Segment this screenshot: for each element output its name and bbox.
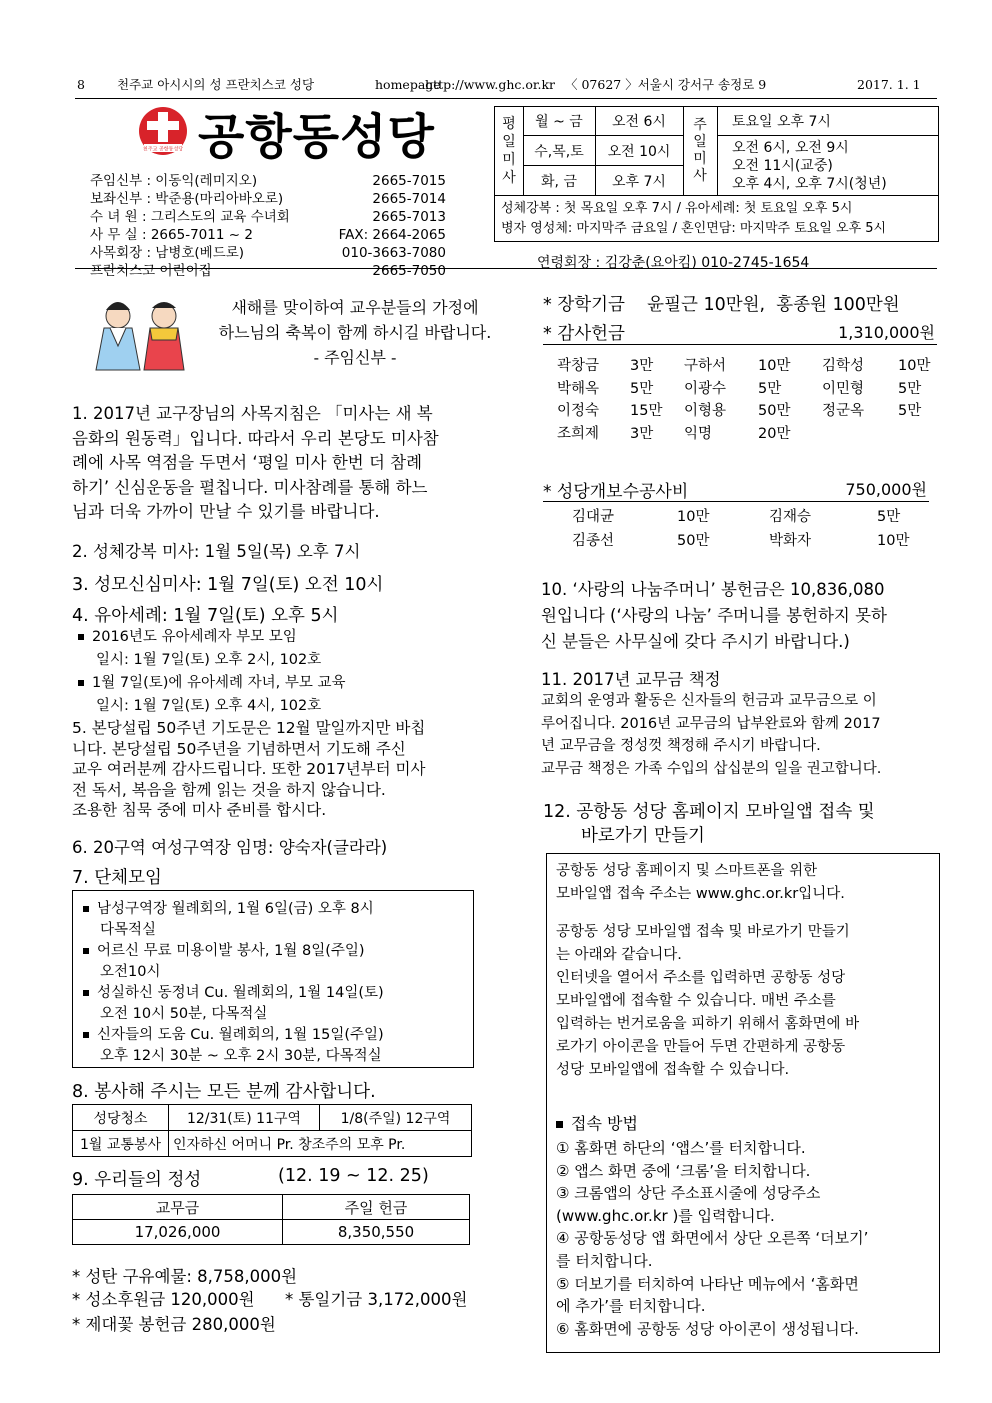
volunteer-table [72,1104,472,1157]
table-header: 주일 헌금 [283,1195,470,1220]
steps-title: 접속 방법 [556,1111,638,1134]
notice-line: 교우 여러분께 감사드립니다. 또한 2017년부터 미사 [72,760,426,778]
donor-amount: 5만 [898,403,922,419]
meeting-text: 오후 12시 30분 ~ 오후 2시 30분, 다목적실 [100,1048,382,1064]
step-line: ④ 공항동성당 앱 화면에서 상단 오른쪽 ‘더보기’ [556,1229,869,1248]
sub-text: 일시: 1월 7일(토) 오후 2시, 102호 [96,652,322,668]
donor-name: 익명 [684,425,713,442]
sub-text: 1월 7일(토)에 유아세례 자녀, 부모 교육 [92,675,346,691]
vocation-offering: * 성소후원금 120,000원 [72,1290,255,1309]
repair-total: 750,000원 [845,480,927,499]
sunday-time: 오전 11시(교중) [732,158,833,174]
staff-row [90,190,450,208]
staff-label: 사목회장 : 남병호(베드로) [90,245,245,261]
table-cell: 17,026,000 [73,1220,283,1245]
donor-name: 조희제 [557,425,600,442]
staff-label: 보좌신부 : 박준용(마리아바오로) [90,191,284,207]
notice-line: 전 독서, 복음을 함께 읽는 것을 하지 않습니다. [72,780,386,799]
square-bullet-icon [78,634,84,640]
sub-item [78,626,478,649]
donor-name: 김종선 [572,533,615,549]
box-line: 성당 모바일앱에 접속할 수 있습니다. [556,1061,790,1078]
donor-amount: 10만 [677,509,710,525]
notice-line: 5. 본당설립 50주년 기도문은 12월 말일까지만 바칩 [72,719,426,737]
meeting-item [83,1004,468,1025]
notice-line: 음화의 원동력」입니다. 따라서 우리 본당도 미사참 [72,428,439,448]
mass-notes [501,199,886,239]
donor-amount: 20만 [758,425,791,442]
step-line: ① 홈화면 하단의 ‘앱스’를 터치합니다. [556,1139,806,1157]
step-line: ② 앱스 화면 중에 ‘크롬’을 터치합니다. [556,1161,811,1180]
staff-phone: FAX: 2664-2065 [338,227,446,243]
square-bullet-icon [83,948,89,954]
mass-note: 성체강복 : 첫 목요일 오후 7시 / 유아세례: 첫 토요일 오후 5시 [501,201,853,216]
donor-amount: 5만 [877,509,901,525]
sunday-time: 토요일 오후 7시 [732,114,831,130]
page-number: 8 [77,77,85,92]
staff-row [90,172,450,190]
donor-amount: 50만 [758,403,791,419]
notice-line: 10. ‘사랑의 나눔주머니’ 봉헌금은 10,836,080 [541,580,885,599]
notice-line: 교회의 운영과 활동은 신자들의 헌금과 교무금으로 이 [541,693,877,709]
box-line: 는 아래와 같습니다. [556,946,682,963]
greeting-line: 새해를 맞이하여 교우분들의 가정에 [231,298,479,317]
greeting-line: 하느님의 축복이 함께 하시길 바랍니다. [218,323,492,342]
notice-line: 원입니다 (‘사랑의 나눔’ 주머니를 봉헌하지 못하 [541,606,887,625]
meeting-text: 다목적실 [100,922,157,938]
meeting-text: 남성구역장 월례회의, 1월 6일(금) 오후 8시 [97,901,374,917]
box-line: 공항동 성당 홈페이지 및 스마트폰을 위한 [556,863,818,879]
staff-row [90,226,450,244]
donor-name: 이광수 [684,380,727,397]
box-line: 모바일앱 접속 주소는 www.ghc.or.kr입니다. [556,886,845,902]
box-line: 입력하는 번거로움을 피하기 위해서 홈화면에 바 [556,1015,860,1032]
step-line: ③ 크롬앱의 상단 주소표시줄에 성당주소 [556,1184,821,1203]
staff-row [90,262,450,280]
scholarship-fund: * 장학기금 윤필근 10만원, 홍종원 100만원 [543,295,900,315]
donor-name: 김학성 [822,358,865,374]
notice-12-title-line: 12. 공항동 성당 홈페이지 모바일앱 접속 및 [543,802,875,822]
table-cell: 성당청소 [73,1105,169,1131]
donor-name: 이정숙 [557,403,600,419]
staff-phone: 2665-7013 [372,209,446,225]
donor-name: 박화자 [769,533,812,549]
box-line: 공항동 성당 모바일앱 접속 및 바로가기 만들기 [556,923,850,940]
meeting-item [83,941,468,962]
parish-name: 천주교 아시시의 성 프란치스코 성당 [117,77,315,92]
thanks-title: * 감사헌금 [543,324,625,344]
weekday-mass-title: 평일미사 [502,116,516,186]
step-line: (www.ghc.or.kr )를 입력합니다. [556,1206,775,1225]
notice-11-body [541,690,949,780]
unification-fund: * 통일기금 3,172,000원 [285,1290,468,1309]
sub-text: 일시: 1월 7일(토) 오후 4시, 102호 [96,698,322,714]
new-year-greeting [205,295,505,370]
donor-amount: 10만 [877,533,910,549]
square-bullet-icon [83,906,89,912]
greeting-signature: - 주임신부 - [313,348,397,367]
staff-row [90,244,450,262]
notice-line: 신 분들은 사무실에 갖다 주시기 바랍니다.) [541,632,850,651]
group-meetings-box [72,890,474,1068]
donor-amount: 5만 [630,380,654,397]
sunday-mass-title: 주일미사 [693,117,707,184]
thanks-total: 1,310,000원 [838,323,935,342]
repair-header [543,477,929,502]
header-bar [75,74,937,99]
notice-12-title-line: 바로가기 만들기 [581,826,705,846]
staff-phone: 2665-7015 [372,173,446,189]
meeting-text: 오전10시 [100,964,161,980]
notice-6: 6. 20구역 여성구역장 임명: 양숙자(글라라) [72,838,388,857]
donor-amount: 50만 [677,533,710,549]
table-cell: 인자하신 어머니 Pr. 창조주의 모후 Pr. [169,1131,472,1157]
step-line: ⑤ 더보기를 터치하여 나타난 메뉴에서 ‘홈화면 [556,1274,859,1293]
notice-12-title [543,800,875,848]
notice-line: 1. 2017년 교구장님의 사목지침은 「미사는 새 복 [72,404,433,423]
meeting-item [83,1046,468,1067]
meeting-item [83,1025,468,1046]
step-line: ⑥ 홈화면에 공항동 성당 아이콘이 생성됩니다. [556,1319,859,1338]
issue-date: 2017. 1. 1 [857,77,921,92]
children-hanbok-icon [80,296,205,374]
staff-label: 프란치스코 어린이집 [90,263,212,279]
donor-amount: 5만 [758,380,782,397]
notice-line: 님과 더욱 가까이 만날 수 있기를 바랍니다. [72,502,380,521]
mobile-app-box [546,853,940,1353]
table-cell: 12/31(토) 11구역 [169,1105,320,1131]
offering-table [72,1194,470,1245]
notice-line: 니다. 본당설립 50주년을 기념하면서 기도해 주신 [72,739,406,758]
donor-amount: 15만 [630,403,663,419]
christmas-offering: * 성탄 구유예물: 8,758,000원 [72,1267,298,1286]
homepage-label: homepage [375,77,441,92]
repair-donors [572,506,922,554]
notice-4: 4. 유아세례: 1월 7일(토) 오후 5시 [72,606,339,626]
notice-line: 례에 사목 역점을 두면서 ‘평일 미사 한번 더 참례 [72,453,423,472]
sub-text: 2016년도 유아세례자 부모 모임 [92,629,297,645]
box-line: 인터넷을 열어서 주소를 입력하면 공항동 성당 [556,969,846,986]
square-bullet-icon [78,680,84,686]
staff-phone: 2665-7014 [372,191,446,207]
box-line [556,906,934,921]
table-cell: 1월 교통봉사 [73,1131,169,1157]
notice-line: 조용한 침묵 중에 미사 준비를 합시다. [72,801,327,819]
staff-label: 주임신부 : 이동익(레미지오) [90,173,258,189]
notice-7: 7. 단체모임 [72,868,162,888]
sub-item [78,672,478,695]
meeting-item [83,962,468,983]
staff-list [90,172,450,280]
table-cell: 8,350,550 [283,1220,470,1245]
donor-amount: 5만 [898,380,922,397]
weekday-day: 월 ~ 금 [535,114,583,130]
donor-name: 박해옥 [557,380,600,397]
notice-5 [72,718,482,821]
donor-name: 정군옥 [822,403,865,419]
weekday-day: 수,목,토 [534,143,584,160]
staff-phone: 2665-7050 [372,263,446,279]
sunday-time: 오후 4시, 오후 7시(청년) [732,176,887,192]
square-bullet-icon [556,1121,563,1128]
meeting-text: 신자들의 도움 Cu. 월례회의, 1월 15일(주일) [97,1027,384,1043]
square-bullet-icon [83,990,89,996]
sunday-time: 오전 6시, 오전 9시 [732,140,849,156]
box-line: 로가기 아이콘을 만들어 두면 간편하게 공항동 [556,1038,846,1055]
address: 〈 07627 〉서울시 강서구 송정로 9 [565,77,767,92]
notice-9: 9. 우리들의 정성 [72,1170,202,1190]
mass-schedule [494,106,939,242]
donor-amount: 3만 [630,425,654,442]
weekday-time: 오전 10시 [607,143,671,160]
weekday-time: 오전 6시 [612,114,666,130]
notice-2: 2. 성체강복 미사: 1월 5일(목) 오후 7시 [72,542,361,561]
meeting-item [83,920,468,941]
donor-amount: 3만 [630,358,654,374]
donor-name: 김재승 [769,509,812,525]
meeting-text: 성실하신 동정녀 Cu. 월례회의, 1월 14일(토) [97,985,384,1001]
meeting-item [83,899,468,920]
donor-name: 구하서 [684,358,727,374]
step-line: 에 추가’를 터치합니다. [556,1297,706,1316]
table-cell: 1/8(주일) 12구역 [320,1105,472,1131]
notice-8: 8. 봉사해 주시는 모든 분께 감사합니다. [72,1082,376,1102]
logo-subtext: 천주교 공항동성당 [142,146,184,153]
sub-item [78,649,478,672]
notice-line: 교무금 책정은 가족 수입의 삽십분의 일을 권고합니다. [541,760,882,777]
weekday-time: 오후 7시 [612,173,666,190]
notice-1 [72,402,477,525]
altar-flower-offering: * 제대꽃 봉헌금 280,000원 [72,1315,276,1334]
donor-name: 곽창금 [557,358,600,374]
offering-period: (12. 19 ~ 12. 25) [278,1166,429,1186]
notice-line: 년 교무금을 정성껏 책정해 주시기 바랍니다. [541,738,821,754]
repair-title: * 성당개보수공사비 [543,482,689,502]
meeting-item [83,983,468,1004]
notice-10 [541,577,949,655]
notice-line: 하기’ 신심운동을 펼칩니다. 미사참례를 통해 하느 [72,477,428,497]
step-line: 를 터치합니다. [556,1251,653,1270]
mass-note: 병자 영성체: 마지막주 금요일 / 혼인면담: 마지막주 토요일 오후 5시 [501,221,887,236]
donor-name: 이민형 [822,380,865,397]
table-header: 교무금 [73,1195,283,1220]
funeral-contact: 연령회장 : 김강춘(요아킴) 010-2745-1654 [537,255,810,271]
staff-label: 사 무 실 : 2665-7011 ~ 2 [90,227,253,243]
thanks-header [543,320,937,345]
donor-amount: 10만 [758,358,791,374]
donor-amount: 10만 [898,358,931,374]
staff-row [90,208,450,226]
donor-name: 김대균 [572,509,615,525]
notice-4-details [78,626,478,718]
cross-logo-icon [138,106,188,156]
notice-3: 3. 성모신심미사: 1월 7일(토) 오전 10시 [72,575,384,595]
notice-line: 루어집니다. 2016년 교무금의 납부완료와 함께 2017 [541,715,881,732]
thanks-donors [557,355,937,447]
donor-name: 이형용 [684,403,727,419]
staff-phone: 010-3663-7080 [341,245,446,261]
weekday-day: 화, 금 [541,173,577,190]
staff-label: 수 녀 원 : 그리스도의 교육 수녀회 [90,209,290,225]
homepage-url[interactable]: http://www.ghc.or.kr [425,77,555,92]
meeting-text: 오전 10시 50분, 다목적실 [100,1006,268,1022]
sub-item [78,695,478,718]
box-line: 모바일앱에 접속할 수 있습니다. 매번 주소를 [556,992,836,1009]
square-bullet-icon [83,1032,89,1038]
sunday-times [732,139,887,193]
meeting-text: 어르신 무료 미용이발 봉사, 1월 8일(주일) [97,943,365,959]
logo-text: 공항동성당 [198,109,435,165]
notice-11-title: 11. 2017년 교무금 책정 [541,670,721,689]
